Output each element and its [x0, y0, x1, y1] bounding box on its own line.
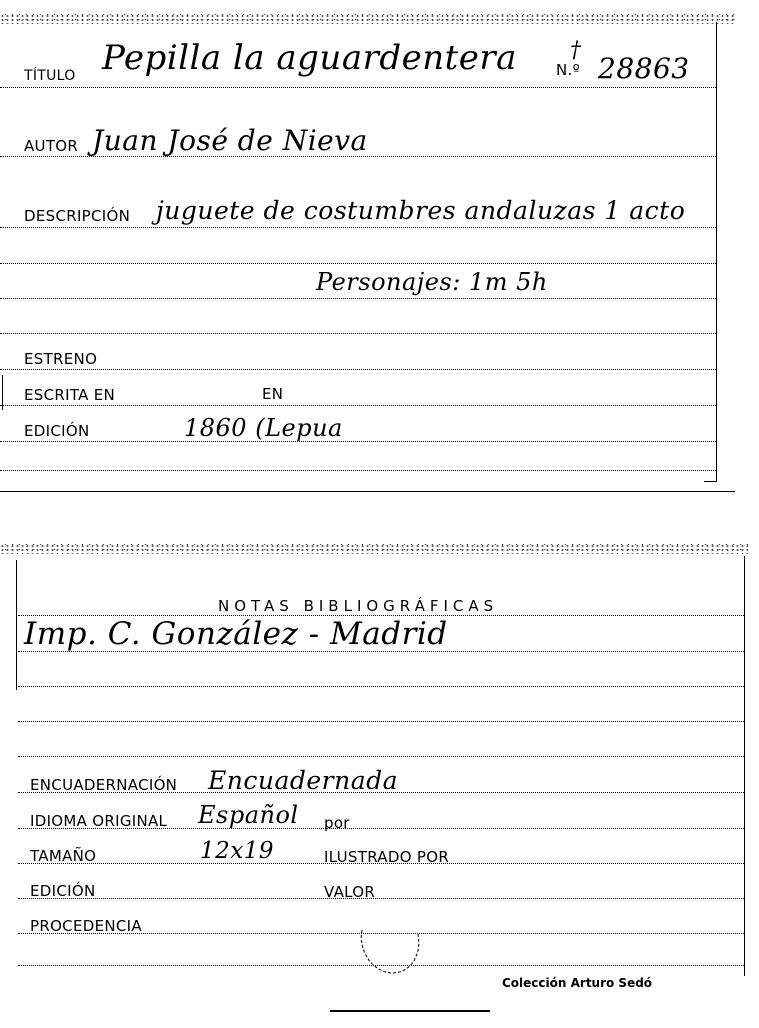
bottom-card-bottom-edge [330, 1010, 490, 1012]
value-descripcion: juguete de costumbres andaluzas 1 acto [156, 196, 686, 225]
bottom-card-torn-edge [0, 544, 748, 554]
line-notas-3 [18, 686, 744, 687]
line-descripcion [0, 227, 716, 228]
top-card-bracket [704, 481, 717, 482]
value-tamano: 12x19 [200, 838, 275, 864]
value-personajes: Personajes: 1m 5h [316, 268, 548, 296]
line-personajes [0, 298, 716, 299]
label-procedencia: PROCEDENCIA [30, 917, 142, 935]
label-escrita-en: ESCRITA EN [24, 386, 116, 404]
line-edicion [0, 441, 716, 442]
value-edicion-top: 1860 (Lepua [184, 414, 343, 442]
line-escrita-en [0, 405, 716, 406]
label-valor: VALOR [324, 883, 376, 901]
label-descripcion: DESCRIPCIÓN [24, 207, 131, 225]
label-estreno: ESTRENO [24, 350, 98, 368]
line-estreno [0, 369, 716, 370]
label-en: EN [262, 385, 284, 403]
top-card-right-border [716, 22, 717, 482]
label-encuadernacion: ENCUADERNACIÓN [30, 776, 178, 794]
value-titulo: Pepilla la aguardentera [102, 38, 517, 78]
stamp-mark-icon [356, 926, 426, 978]
label-ilustrado-por: ILUSTRADO POR [324, 848, 450, 866]
line-edicion-bottom [18, 898, 744, 899]
line-titulo [0, 87, 716, 88]
label-autor: AUTOR [24, 137, 79, 155]
label-por: por [324, 814, 350, 832]
line-blank-2 [0, 333, 716, 334]
label-edicion-top: EDICIÓN [24, 422, 90, 440]
line-blank-1 [0, 263, 716, 264]
line-notas-5 [18, 756, 744, 757]
value-autor: Juan José de Nieva [92, 124, 368, 157]
top-card-bottom-edge [0, 491, 735, 492]
label-tamano: TAMAÑO [30, 847, 97, 865]
line-notas-4 [18, 721, 744, 722]
bottom-card-left-border [16, 560, 17, 690]
line-blank-3 [0, 470, 716, 471]
value-numero: 28863 [598, 52, 690, 85]
label-titulo: TÍTULO [24, 68, 76, 84]
label-numero: N.º [556, 61, 580, 79]
value-encuadernacion: Encuadernada [208, 766, 399, 795]
bottom-card-right-border [744, 556, 745, 976]
value-notas: Imp. C. González - Madrid [24, 616, 448, 652]
collection-footer: Colección Arturo Sedó [502, 976, 653, 990]
label-edicion-bottom: EDICIÓN [30, 882, 96, 900]
top-card-torn-edge [0, 14, 735, 24]
dagger-mark-icon: † [570, 38, 582, 63]
label-idioma-original: IDIOMA ORIGINAL [30, 812, 168, 830]
value-idioma-original: Español [198, 801, 299, 829]
notas-bibliograficas-heading: NOTAS BIBLIOGRÁFICAS [218, 597, 499, 615]
